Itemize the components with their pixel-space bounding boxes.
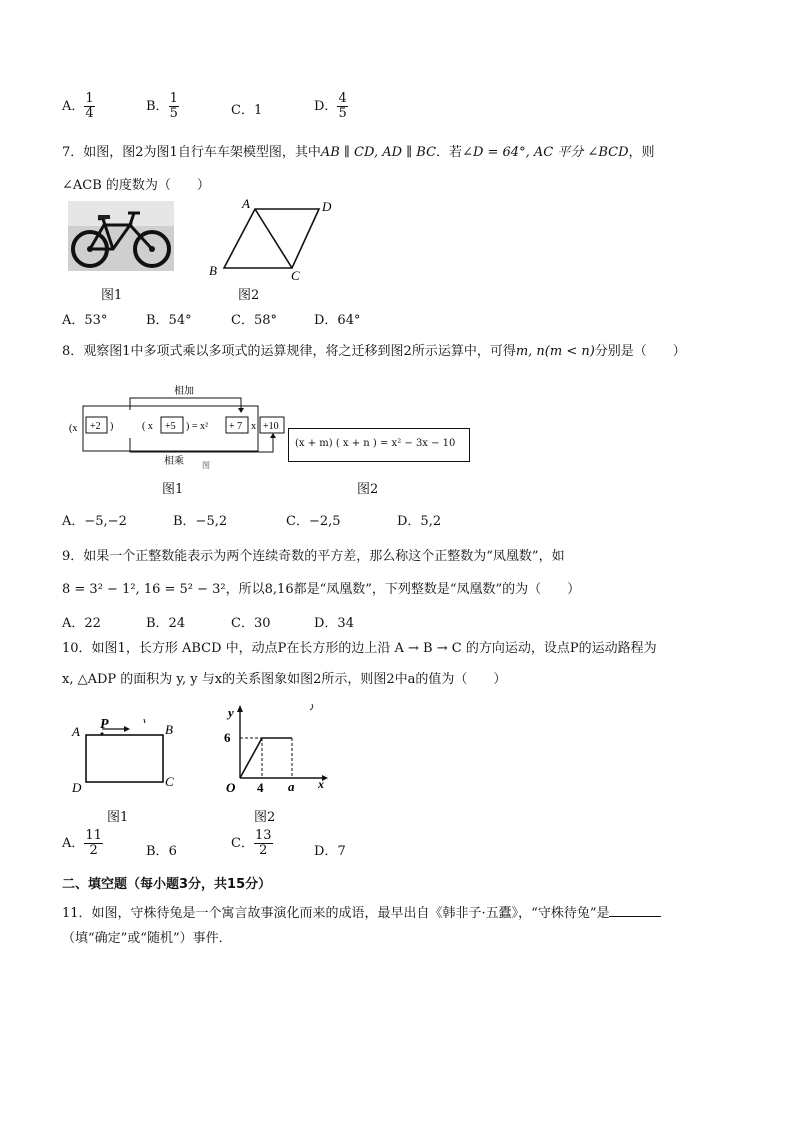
option-text: 6: [168, 844, 177, 859]
q8-text: 分别是（ ）: [594, 344, 686, 359]
box2: +5: [165, 421, 176, 432]
q10-option-a: [62, 829, 103, 858]
q7-fig1-caption: 图1: [101, 288, 123, 303]
label-d: D: [72, 780, 82, 795]
fraction: [169, 92, 179, 121]
paren-x1: (x: [69, 423, 78, 434]
denominator: 2: [89, 843, 98, 858]
box1: +2: [90, 421, 101, 432]
label-a: A: [242, 196, 250, 211]
q10-stem-line1: 10．如图1，长方形 ABCD 中，动点P在长方形的边上沿 A → B → C 的方向运动，设点P的运动路程为: [62, 641, 657, 656]
q7-option-b: B．54°: [146, 313, 192, 328]
q9-text: ，所以8,16都是“凤凰数”，下列整数是“凤凰数”的为（ ）: [225, 582, 581, 597]
paren-x2: ( x: [142, 421, 153, 432]
origin-label: O: [226, 780, 236, 795]
q10-rectangle-svg: [66, 712, 186, 798]
label-b: B: [165, 722, 173, 737]
q6-option-b: [146, 92, 179, 121]
q8-option-b: B．−5,2: [173, 514, 228, 529]
q7-text: ．若: [436, 145, 463, 160]
label-a: A: [72, 724, 80, 739]
label-c: C: [291, 268, 300, 283]
option-text: 1: [253, 103, 263, 118]
add-label: 相加: [174, 386, 194, 397]
q6-option-a: [62, 92, 95, 121]
q8-fig2-box: [288, 428, 470, 462]
q7-option-d: D．64°: [314, 313, 361, 328]
label-p: P: [100, 717, 109, 732]
q8-option-c: C．−2,5: [286, 514, 341, 529]
option-label: B．: [146, 99, 169, 114]
q10-stem-line2: x, △ADP 的面积为 y, y 与x的关系图象如图2所示，则图2中a的值为（ ）: [62, 672, 507, 687]
q10-graph-svg: [218, 700, 336, 796]
q7-option-c: C．58°: [231, 313, 277, 328]
q11-stem-line1: [62, 902, 661, 921]
q9-stem-line2: [62, 578, 580, 597]
option-label: D．: [314, 99, 338, 114]
box3: + 7: [229, 421, 243, 432]
q8-stem: [62, 340, 686, 359]
denominator: 2: [259, 843, 268, 858]
q10-option-d: [314, 840, 346, 859]
q8-option-d: D．5,2: [397, 514, 442, 529]
stray-mark: 图: [202, 461, 210, 470]
q7-condition: AB ∥ CD, AD ∥ BC: [320, 145, 437, 160]
q11-stem-line2: （填“确定”或“随机”）事件．: [62, 931, 232, 946]
option-label: C．: [231, 836, 254, 851]
parallelogram-svg: [203, 193, 343, 283]
q7-option-a: A．53°: [62, 313, 108, 328]
option-text: 7: [337, 844, 346, 859]
q7-parallelogram-figure: [203, 193, 343, 283]
label-c: C: [165, 774, 174, 789]
q10-fig2-graph: [218, 700, 336, 796]
denominator: 4: [85, 106, 94, 121]
fraction: [337, 92, 347, 121]
section-title: 二、填空题（每小题3分，共15分）: [62, 877, 272, 892]
answer-blank[interactable]: [609, 904, 661, 917]
q6-option-c: [231, 99, 262, 118]
numerator: 1: [169, 91, 178, 106]
q9-option-a: A．22: [62, 616, 101, 631]
q8-fig2-expression: (x + m) ( x + n ) = x² − 3x − 10: [295, 438, 456, 449]
fraction: [84, 829, 103, 858]
q7-stem-line1: [62, 141, 655, 160]
box4: +10: [263, 421, 279, 432]
q7-text: ，则: [628, 145, 655, 160]
q9-stem-line1: 9．如果一个正整数能表示为两个连续奇数的平方差，那么称这个正整数为“凤凰数”，如: [62, 549, 565, 564]
bicycle-photo: [68, 201, 174, 271]
numerator: 11: [85, 828, 102, 843]
q9-option-d: D．34: [314, 616, 354, 631]
mul-label: 相乘: [164, 456, 184, 467]
q8-text: 8．观察图1中多项式乘以多项式的运算规律，将之迁移到图2所示运算中，可得: [62, 344, 516, 359]
axis-x-label: x: [318, 777, 324, 791]
q8-fig1-svg: [66, 380, 288, 470]
tick-a: a: [288, 779, 295, 794]
q9-math: 8 = 3² − 1², 16 = 5² − 3²: [62, 582, 226, 597]
option-label: C．: [231, 103, 254, 118]
q9-option-c: C．30: [231, 616, 271, 631]
q7-angle: ∠D = 64°, AC 平分 ∠BCD: [462, 145, 629, 160]
option-label: A．: [62, 99, 85, 114]
denominator: 5: [169, 106, 178, 121]
q11-text: 11．如图，守株待兔是一个寓言故事演化而来的成语，最早出自《韩非子·五蠹》，“守株待兔”是: [62, 906, 610, 921]
paren-close1: ): [110, 421, 114, 432]
q6-option-d: [314, 92, 348, 121]
numerator: 13: [254, 828, 272, 843]
q7-stem-line2: ∠ACB 的度数为（ ）: [62, 178, 210, 193]
x-part: x: [251, 421, 256, 432]
q10-fig1-caption: 图1: [107, 810, 129, 825]
equals-part: ) = x²: [186, 421, 208, 432]
fraction: [84, 92, 94, 121]
q10-option-c: [231, 829, 273, 858]
q8-fig2-caption: 图2: [357, 482, 379, 497]
q10-fig1: [66, 712, 186, 798]
q8-fig1: [66, 380, 288, 470]
bicycle-image: [68, 201, 174, 271]
option-label: B．: [146, 844, 169, 859]
q7-text: 7．如图，图2为图1自行车车架模型图，其中: [62, 145, 321, 160]
q10-fig2-caption: 图2: [254, 810, 276, 825]
option-label: A．: [62, 836, 85, 851]
q9-option-b: B．24: [146, 616, 186, 631]
axis-y-label: y: [228, 705, 234, 720]
numerator: 4: [338, 91, 347, 106]
q8-fig1-caption: 图1: [162, 482, 184, 497]
tick-4: 4: [257, 780, 264, 795]
fraction: [254, 829, 273, 858]
label-b: B: [209, 263, 217, 278]
q8-vars: m, n(m < n): [515, 344, 595, 359]
q10-option-b: [146, 840, 177, 859]
option-label: D．: [314, 844, 338, 859]
label-d: D: [322, 199, 332, 214]
q7-fig2-caption: 图2: [238, 288, 260, 303]
denominator: 5: [338, 106, 347, 121]
q8-option-a: A．−5,−2: [62, 514, 127, 529]
tick-6: 6: [224, 730, 231, 745]
numerator: 1: [85, 91, 94, 106]
